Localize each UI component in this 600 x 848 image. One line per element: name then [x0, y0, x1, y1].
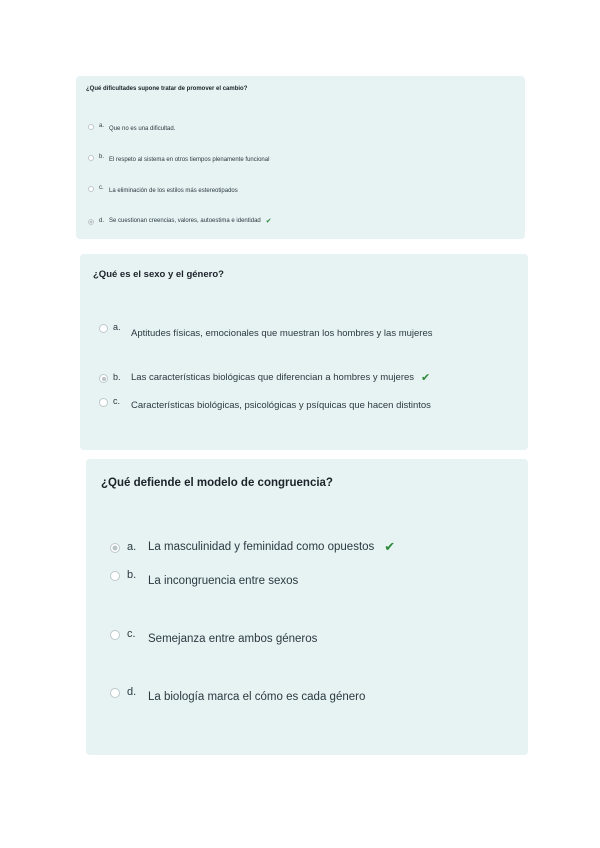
- answer-option-d[interactable]: [88, 218, 272, 225]
- answer-option-d[interactable]: [110, 686, 365, 703]
- radio-button[interactable]: [110, 571, 120, 581]
- option-text: Las características biológicas que diferencian a hombres y mujeres: [131, 372, 415, 383]
- option-letter: a.: [99, 123, 105, 129]
- radio-button[interactable]: [110, 630, 120, 640]
- option-text: La masculinidad y feminidad como opuestos: [148, 541, 375, 553]
- radio-button[interactable]: [88, 155, 94, 161]
- option-text: Semejanza entre ambos géneros: [148, 633, 318, 645]
- question-card-1: [76, 76, 525, 239]
- checkmark-icon: ✔: [265, 218, 272, 225]
- option-text: Aptitudes físicas, emocionales que muestran los hombres y las mujeres: [131, 328, 433, 339]
- question-card-2: [80, 254, 528, 450]
- option-text: La eliminación de los estilos más estereotipados: [109, 188, 238, 194]
- radio-button-selected[interactable]: [88, 219, 94, 225]
- answer-option-b[interactable]: [99, 372, 430, 384]
- option-letter: a.: [113, 322, 121, 332]
- answer-option-a[interactable]: [88, 123, 175, 132]
- question-title: ¿Qué dificultades supone tratar de promover el cambio?: [86, 86, 248, 92]
- option-letter: b.: [127, 569, 137, 581]
- option-letter: c.: [99, 185, 104, 191]
- radio-button[interactable]: [110, 688, 120, 698]
- option-letter: d.: [127, 686, 137, 698]
- answer-option-a[interactable]: [110, 541, 395, 555]
- radio-button-selected[interactable]: [110, 543, 120, 553]
- option-letter: a.: [127, 541, 137, 553]
- option-letter: c.: [127, 628, 136, 640]
- option-letter: b.: [99, 154, 105, 160]
- answer-option-c[interactable]: [99, 396, 431, 411]
- answer-option-c[interactable]: [88, 185, 238, 194]
- answer-option-b[interactable]: [88, 154, 269, 163]
- radio-button[interactable]: [99, 398, 108, 407]
- question-title: ¿Qué es el sexo y el género?: [93, 269, 224, 280]
- option-text: Que no es una dificultad.: [109, 126, 176, 132]
- option-text: Características biológicas, psicológicas y psíquicas que hacen distintos: [131, 400, 431, 411]
- radio-button[interactable]: [99, 324, 108, 333]
- option-text: La biología marca el cómo es cada género: [148, 691, 366, 703]
- checkmark-icon: ✔: [421, 372, 431, 384]
- option-text: El respeto al sistema en otros tiempos plenamente funcional: [109, 157, 270, 163]
- radio-button-selected[interactable]: [99, 374, 108, 383]
- answer-option-a[interactable]: [99, 322, 433, 339]
- option-letter: d.: [99, 218, 105, 224]
- option-letter: b.: [113, 372, 121, 382]
- checkmark-icon: ✔: [384, 539, 396, 554]
- answer-option-c[interactable]: [110, 628, 317, 645]
- option-text: Se cuestionan creencias, valores, autoestima e identidad: [109, 218, 261, 224]
- option-letter: c.: [113, 396, 121, 406]
- radio-button[interactable]: [88, 124, 94, 130]
- option-text: La incongruencia entre sexos: [148, 575, 299, 587]
- question-title: ¿Qué defiende el modelo de congruencia?: [101, 477, 333, 489]
- question-card-3: [86, 459, 528, 755]
- answer-option-b[interactable]: [110, 569, 298, 587]
- radio-button[interactable]: [88, 186, 94, 192]
